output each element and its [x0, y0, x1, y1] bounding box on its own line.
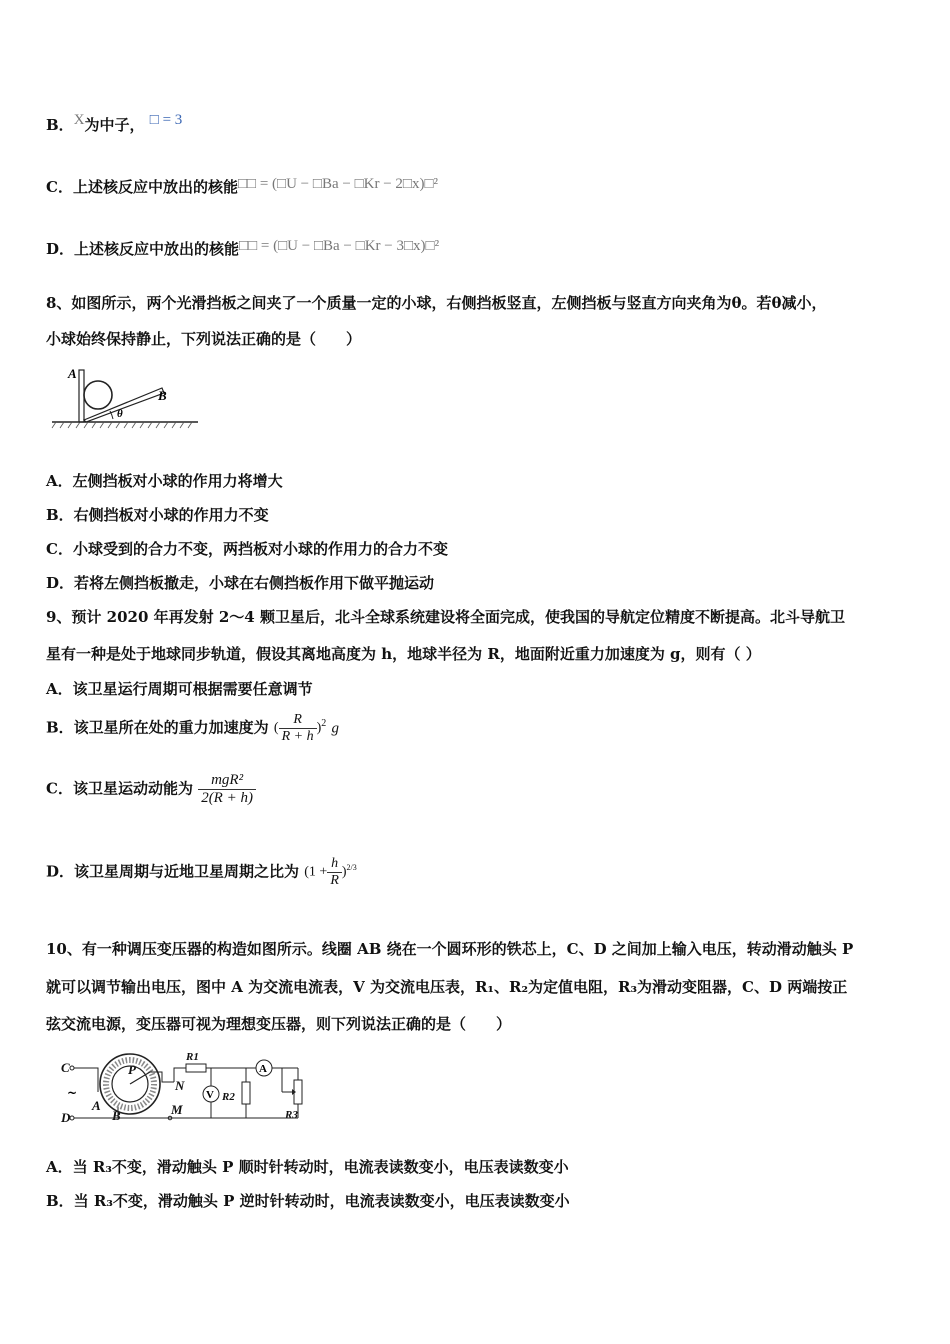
q9-stem-line1: 9、预计 2020 年再发射 2～4 颗卫星后，北斗全球系统建设将全面完成，使我国的导航定位精度不断提高。北斗导航卫	[46, 608, 845, 626]
q9-option-d-prefix: (1 +	[304, 864, 328, 880]
q7-option-b-label: B．	[46, 116, 74, 134]
q9-option-a: A．该卫星运行周期可根据需要任意调节	[46, 680, 313, 698]
q8-label-a: A	[68, 366, 77, 381]
q10-ammeter-label: A	[259, 1063, 267, 1075]
q10-label-r3: R3	[285, 1109, 298, 1121]
q9-option-b-formula: ( $\frac{R}{R + h}$ )$^2$	[273, 712, 327, 744]
q9-option-d-numerator: h	[327, 856, 342, 873]
q8-option-c: C．小球受到的合力不变，两挡板对小球的作用力的合力不变	[46, 540, 448, 558]
q8-figure	[50, 360, 200, 432]
q7-option-b-x: X	[73, 112, 85, 128]
q9-option-c-numerator: mgR²	[198, 772, 256, 790]
q9-option-d	[46, 856, 357, 889]
q9-option-d-denominator: R	[330, 873, 339, 888]
q7-option-d-label: D．	[46, 240, 75, 258]
q7-option-b-text: 为中子，	[84, 116, 145, 134]
q7-option-c-label: C．	[46, 178, 73, 196]
q10-wire-n	[150, 1072, 174, 1082]
q10-terminal-d	[70, 1116, 74, 1120]
q10-label-coil-a: A	[92, 1098, 101, 1113]
q10-resistor-r2	[242, 1082, 250, 1104]
q7-option-c-text: 上述核反应中放出的核能	[72, 178, 238, 196]
q8-stem-line1: 8、如图所示，两个光滑挡板之间夹了一个质量一定的小球，右侧挡板竖直，左侧挡板与竖直方向夹角为θ。若θ减小，	[46, 294, 827, 312]
q9-option-d-text: D．该卫星周期与近地卫星周期之比为	[46, 862, 300, 881]
q7-option-c-equation: □□ = (□U − □Ba − □Kr − 2□x)□²	[237, 176, 439, 192]
q7-option-d	[46, 238, 439, 259]
q10-label-r2: R2	[222, 1091, 235, 1103]
q10-wire-c	[74, 1068, 98, 1092]
q10-option-a: A．当 R₃不变，滑动触头 P 顺时针转动时，电流表读数变小，电压表读数变小	[46, 1158, 569, 1176]
q10-label-p: P	[128, 1062, 136, 1077]
q10-label-coil-b: B	[112, 1108, 121, 1123]
q9-option-d-exponent: 2/3	[346, 863, 357, 873]
q9-stem-line2: 星有一种是处于地球同步轨道，假设其离地高度为 h，地球半径为 R，地面附近重力加速度为 g，则有（ ）	[46, 645, 761, 663]
q9-option-b-numerator: R	[279, 712, 317, 729]
q10-label-d: D	[61, 1110, 71, 1125]
q9-option-c-formula	[198, 772, 256, 807]
q10-figure	[58, 1044, 308, 1130]
q10-label-n: N	[175, 1078, 185, 1093]
q7-option-b-equation: □ = 3	[149, 112, 183, 128]
q8-option-d: D．若将左侧挡板撤走，小球在右侧挡板作用下做平抛运动	[46, 574, 435, 592]
q8-board-b	[84, 388, 164, 422]
q7-option-d-text: 上述核反应中放出的核能	[74, 240, 240, 258]
q8-option-b: B．右侧挡板对小球的作用力不变	[46, 506, 269, 524]
q9-option-b-g: g	[331, 720, 339, 737]
q8-option-a: A．左侧挡板对小球的作用力将增大	[46, 472, 283, 490]
q9-option-b-denominator: R + h	[281, 729, 314, 744]
q10-resistor-r1	[186, 1064, 206, 1072]
q10-stem-line3: 弦交流电源，变压器可视为理想变压器，则下列说法正确的是（ ）	[46, 1015, 512, 1033]
q10-label-m: M	[171, 1102, 183, 1117]
q8-ball	[84, 381, 112, 409]
q8-ground-hatch	[52, 422, 192, 428]
q9-option-c	[46, 772, 256, 807]
q9-option-c-denominator: 2(R + h)	[201, 790, 253, 806]
q10-voltmeter-label: V	[206, 1089, 214, 1101]
q8-label-theta: θ	[117, 408, 123, 420]
q10-option-b: B．当 R₃不变，滑动触头 P 逆时针转动时，电流表读数变小，电压表读数变小	[46, 1192, 570, 1210]
q9-option-c-text: C．该卫星运动动能为	[46, 779, 193, 798]
q9-option-b-text: B．该卫星所在处的重力加速度为	[46, 718, 269, 737]
q10-stem-line1: 10、有一种调压变压器的构造如图所示。线圈 AB 绕在一个圆环形的铁芯上，C、D 之间加上输入电压，转动滑动触头 P	[46, 940, 854, 958]
q10-stem-line2: 就可以调节输出电压，图中 A 为交流电流表，V 为交流电压表，R₁、R₂为定值电阻，R₃为滑动变阻器，C、D 两端按正	[46, 978, 848, 996]
q10-label-r1: R1	[186, 1051, 199, 1063]
q9-option-d-formula: (1 + $\frac{h}{R}$ )$^{2/3}$	[304, 856, 357, 888]
q9-option-b	[46, 712, 339, 745]
q7-option-c	[46, 176, 438, 197]
q10-ac-symbol: ~	[67, 1086, 78, 1100]
q7-option-d-equation: □□ = (□U − □Ba − □Kr − 3□x)□²	[239, 238, 440, 254]
q8-label-b: B	[158, 388, 167, 403]
q10-terminal-c	[70, 1066, 74, 1070]
q7-option-b	[46, 114, 182, 135]
q8-stem-line2: 小球始终保持静止，下列说法正确的是（ ）	[46, 330, 362, 348]
q10-label-c: C	[61, 1060, 70, 1075]
